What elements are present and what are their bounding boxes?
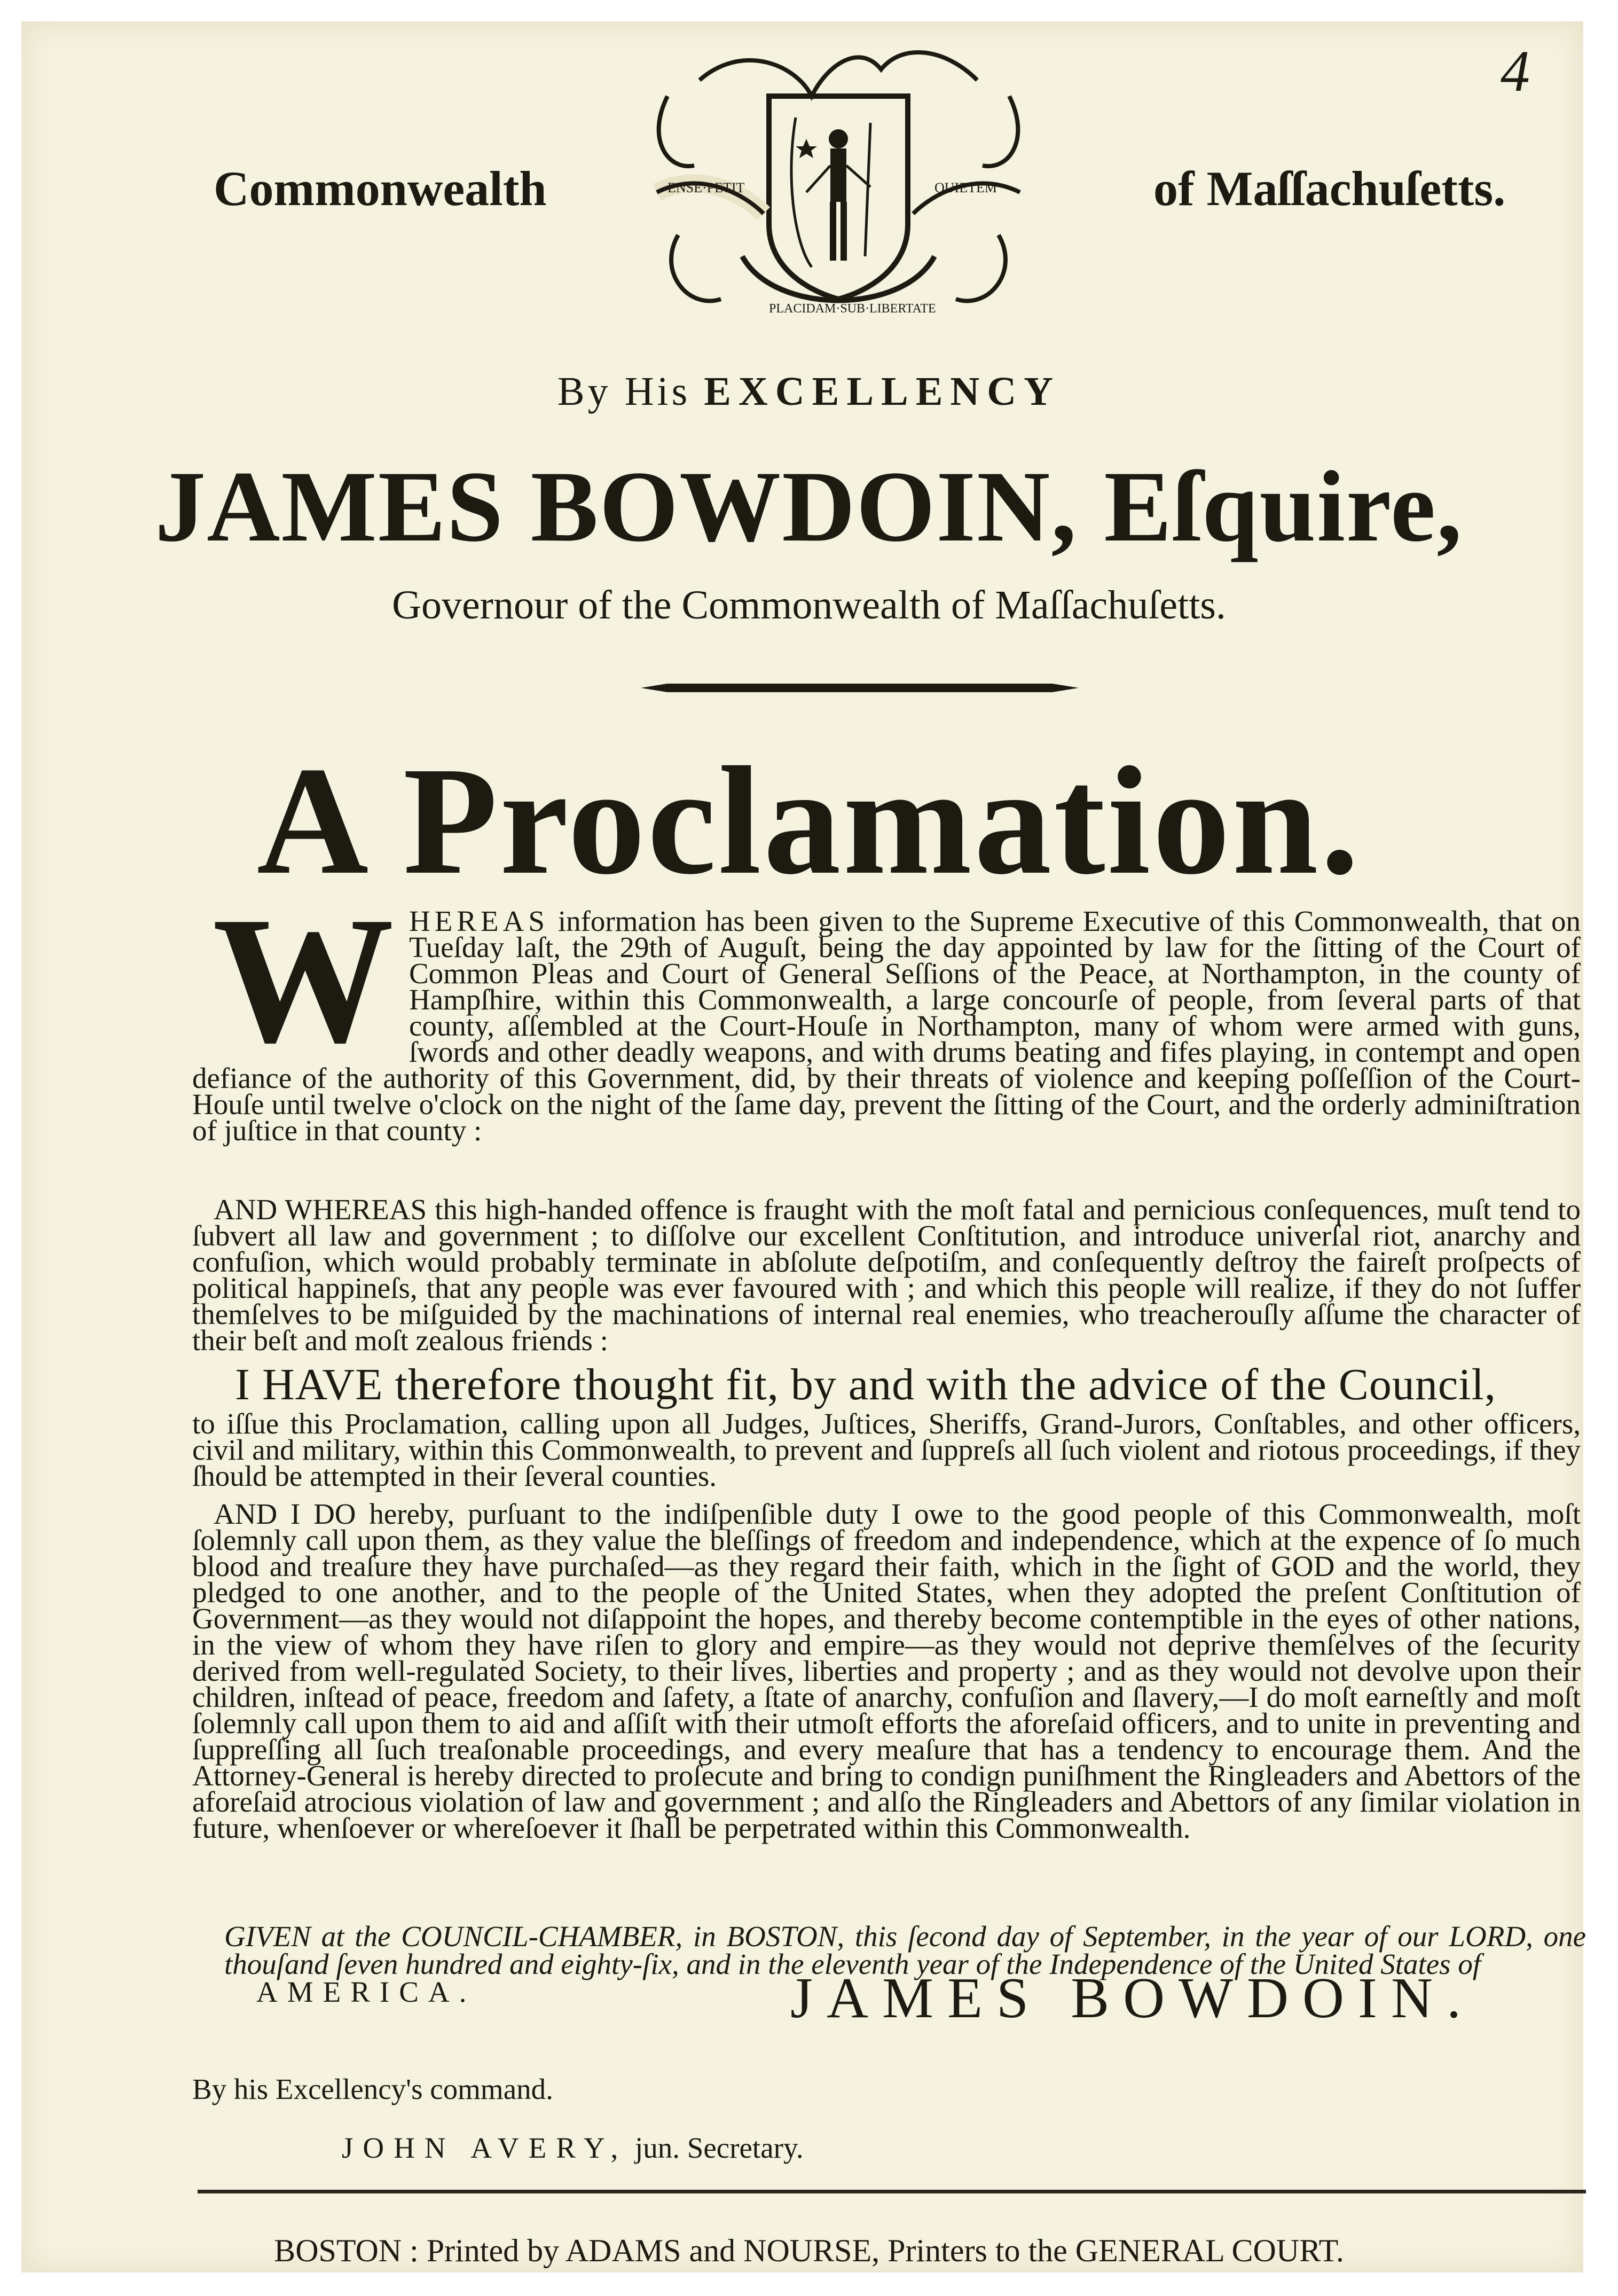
header-massachusetts: of Maſſachuſetts. (1153, 161, 1506, 216)
massachusetts-seal-icon (635, 32, 1041, 331)
paragraph-i-have (192, 1359, 1581, 1492)
ornamental-divider (641, 684, 1079, 692)
paragraph-and-whereas: AND WHEREAS this high-handed offence is fraught with the moſt fatal and pernicious conſequences, muſt tend to ſubvert all law and government ; to diſſolve our excellent Conſtitution, and introduce univerſal riot, anarchy and confuſion, which would probably terminate in abſolute deſpotiſm, and conſequently deſtroy the faireſt proſpects of political happineſs, that any people was ever favoured with ; and which this people will realize, if they do not ſuffer themſelves to be miſguided by the machinations of internal real enemies, who treacherouſly aſſume the character of their beſt and moſt zealous friends : (192, 1193, 1581, 1357)
header-commonwealth: Commonwealth (214, 161, 547, 216)
i-have-lead: I HAVE therefore thought fit, by and with the advice of the Council, (235, 1360, 1496, 1409)
printer-imprint: BOSTON : Printed by ADAMS and NOURSE, Printers to the GENERAL COURT. (274, 2233, 1344, 2268)
secretary-title: jun. Secretary. (635, 2132, 804, 2164)
given-text: GIVEN at the COUNCIL-CHAMBER, in BOSTON, this ſecond day of September, in the year of our LORD, one thouſand ſeven hundred and eighty-ſix, and in the eleventh year of the Independence of the United States of (224, 1920, 1586, 1980)
governor-title: Governour of the Commonwealth of Maſſachuſetts. (392, 583, 1226, 628)
footer-rule (198, 2190, 1586, 2193)
paragraph-and-i-do: AND I DO hereby, purſuant to the indiſpenſible duty I owe to the good people of this Commonwealth, moſt ſolemnly call upon them, as they value the bleſſings of freedom and independence, which at the expence of ſo much blood and treaſure they have purchaſed—as they regard their faith, which in the ſight of GOD and the world, they pledged to one another, and to the people of the United States, when they adopted the preſent Conſtitution of Government—as they would not diſappoint the hopes, and thereby become contemptible in the eyes of other nations, in the view of whom they have riſen to glory and empire—as they would not deprive themſelves of the ſecurity derived from well-regulated Society, to their lives, liberties and property ; and as they would not devolve upon their children, inſtead of peace, freedom and ſafety, a ſtate of anarchy, confuſion and ſlavery,—I do moſt earneſtly and moſt ſolemnly call upon them to aid and aſſiſt with their utmoſt efforts the aforeſaid officers, and to unite in preventing and ſuppreſſing all ſuch treaſonable proceedings, and every meaſure that has a tendency to encourage them. And the Attorney-General is hereby directed to proſecute and bring to condign puniſhment the Ringleaders and Abettors of the aforeſaid atrocious violation of law and government ; and alſo the Ringleaders and Abettors of any ſimilar violation in future, whenſoever or whereſoever it ſhall be perpetrated within this Commonwealth. (192, 1498, 1581, 1844)
signature-governor: JAMES BOWDOIN. (790, 1966, 1475, 2030)
page-number: 4 (1501, 38, 1530, 104)
governor-name: JAMES BOWDOIN, Eſquire, (155, 451, 1463, 563)
by-command-line: By his Excellency's command. (192, 2073, 553, 2105)
by-his-label: By His (557, 369, 691, 414)
proclamation-title: A Proclamation. (256, 735, 1362, 906)
paragraph-whereas (192, 879, 1581, 1147)
seal-motto-bottom: PLACIDAM·SUB·LIBERTATE (769, 302, 936, 316)
excellency-label: EXCELLENCY (704, 369, 1061, 414)
drop-cap: W (213, 879, 394, 1080)
whereas-text: information has been given to the Supreme Executive of this Commonwealth, that on Tueſday laſt, the 29th of Auguſt, being the day appointed by law for the ſitting of the Court of Common Pleas and Court of General Seſſions of the Peace, at Northampton, in the county of Hampſhire, within this Commonwealth, a large concourſe of people, from ſeveral parts of that county, aſſembled at the Court-Houſe in Northampton, many of whom were armed with guns, ſwords and other deadly weapons, and with drums beating and fifes playing, in contempt and open defiance of the authority of this Government, did, by their threats of violence and keeping poſſeſſion of the Court-Houſe until twelve o'clock on the night of the ſame day, prevent the ſitting of the Court, and the orderly adminiſtration of juſtice in that county : (192, 905, 1581, 1147)
secretary-line (342, 2131, 804, 2165)
secretary-name: JOHN AVERY, (342, 2132, 628, 2164)
whereas-lead: HEREAS (409, 905, 549, 937)
seal-motto-right: QUIETEM (934, 180, 997, 195)
by-his-excellency (0, 369, 1618, 415)
i-have-text: to iſſue this Proclamation, calling upon all Judges, Juſtices, Sheriffs, Grand-Jurors, Conſtables, and other officers, civil and military, within this Commonwealth, to prevent and ſuppreſs all ſuch violent and riotous proceedings, if they ſhould be attempted in their ſeveral counties. (192, 1407, 1581, 1492)
given-america: AMERICA. (256, 1976, 476, 2008)
seal-motto-left: ENSE·PETIT (667, 180, 745, 195)
